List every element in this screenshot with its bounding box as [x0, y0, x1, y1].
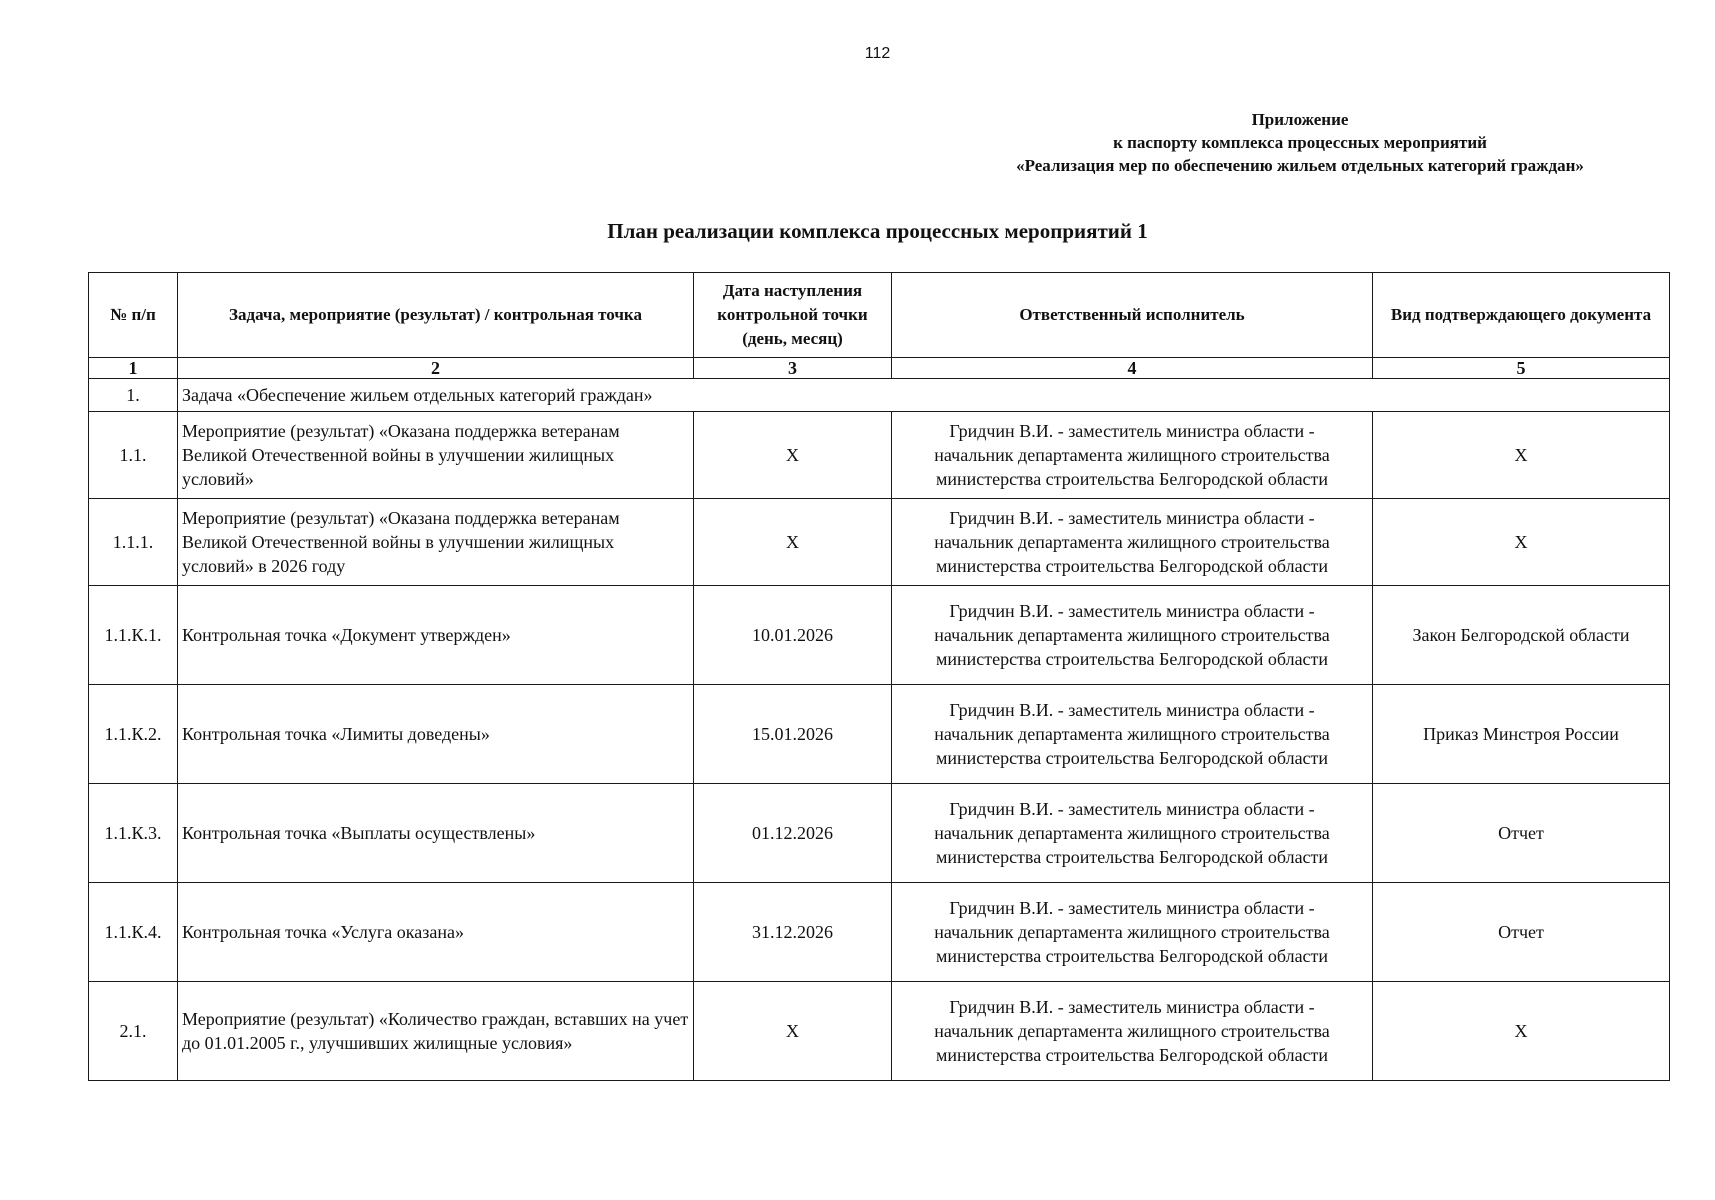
header-number: № п/п — [89, 273, 178, 358]
task-text: Задача «Обеспечение жильем отдельных категорий граждан» — [178, 379, 1670, 412]
row-document: X — [1373, 982, 1670, 1081]
row-responsible — [892, 685, 1373, 784]
row-date: 10.01.2026 — [694, 586, 892, 685]
responsible-line: начальник департамента жилищного строительства — [934, 445, 1330, 465]
row-text: Мероприятие (результат) «Оказана поддержка ветеранам Великой Отечественной войны в улучшении жилищных условий» — [178, 412, 694, 499]
responsible-line: Гридчин В.И. - заместитель министра области - — [949, 421, 1315, 441]
row-number: 1.1.К.2. — [89, 685, 178, 784]
row-responsible — [892, 412, 1373, 499]
row-responsible — [892, 883, 1373, 982]
row-date: X — [694, 982, 892, 1081]
responsible-line: начальник департамента жилищного строительства — [934, 1021, 1330, 1041]
header-task: Задача, мероприятие (результат) / контрольная точка — [178, 273, 694, 358]
responsible-line: Гридчин В.И. - заместитель министра области - — [949, 601, 1315, 621]
row-date: X — [694, 499, 892, 586]
plan-table — [88, 272, 1670, 1081]
row-document: Отчет — [1373, 784, 1670, 883]
responsible-line: Гридчин В.И. - заместитель министра области - — [949, 700, 1315, 720]
row-date: 15.01.2026 — [694, 685, 892, 784]
responsible-line: Гридчин В.И. - заместитель министра области - — [949, 799, 1315, 819]
column-number: 2 — [178, 358, 694, 379]
task-number: 1. — [89, 379, 178, 412]
row-responsible — [892, 586, 1373, 685]
row-date: X — [694, 412, 892, 499]
row-document: Приказ Минстроя России — [1373, 685, 1670, 784]
responsible-line: начальник департамента жилищного строительства — [934, 823, 1330, 843]
responsible-line: начальник департамента жилищного строительства — [934, 625, 1330, 645]
row-document: X — [1373, 412, 1670, 499]
table-row — [89, 586, 1670, 685]
row-number: 1.1.К.3. — [89, 784, 178, 883]
responsible-line: министерства строительства Белгородской области — [935, 748, 1329, 768]
responsible-line: министерства строительства Белгородской области — [935, 946, 1329, 966]
page-number: 112 — [864, 45, 891, 62]
column-number: 5 — [1373, 358, 1670, 379]
row-document: X — [1373, 499, 1670, 586]
row-text: Контрольная точка «Лимиты доведены» — [178, 685, 694, 784]
responsible-line: министерства строительства Белгородской области — [935, 649, 1329, 669]
row-number: 1.1. — [89, 412, 178, 499]
header-responsible: Ответственный исполнитель — [892, 273, 1373, 358]
row-responsible — [892, 499, 1373, 586]
row-text: Мероприятие (результат) «Количество граждан, вставших на учет до 01.01.2005 г., улучшивших жилищные условия» — [178, 982, 694, 1081]
appendix-heading — [940, 108, 1660, 177]
responsible-line: министерства строительства Белгородской области — [935, 556, 1329, 576]
column-number: 3 — [694, 358, 892, 379]
responsible-line: начальник департамента жилищного строительства — [934, 724, 1330, 744]
column-number-row — [89, 358, 1670, 379]
table-row — [89, 499, 1670, 586]
appendix-subtitle: к паспорту комплекса процессных мероприятий — [1113, 133, 1487, 152]
responsible-line: начальник департамента жилищного строительства — [934, 532, 1330, 552]
responsible-line: Гридчин В.И. - заместитель министра области - — [949, 508, 1315, 528]
table-row — [89, 685, 1670, 784]
responsible-line: Гридчин В.И. - заместитель министра области - — [949, 997, 1315, 1017]
row-document: Отчет — [1373, 883, 1670, 982]
column-number: 1 — [89, 358, 178, 379]
row-number: 1.1.1. — [89, 499, 178, 586]
header-date: Дата наступления контрольной точки (день, месяц) — [694, 273, 892, 358]
responsible-line: Гридчин В.И. - заместитель министра области - — [949, 898, 1315, 918]
row-document: Закон Белгородской области — [1373, 586, 1670, 685]
row-text: Мероприятие (результат) «Оказана поддержка ветеранам Великой Отечественной войны в улучшении жилищных условий» в 2026 году — [178, 499, 694, 586]
task-row — [89, 379, 1670, 412]
table-row — [89, 982, 1670, 1081]
column-number: 4 — [892, 358, 1373, 379]
row-text: Контрольная точка «Документ утвержден» — [178, 586, 694, 685]
row-date: 31.12.2026 — [694, 883, 892, 982]
plan-title: План реализации комплекса процессных мероприятий 1 — [607, 219, 1148, 243]
row-text: Контрольная точка «Услуга оказана» — [178, 883, 694, 982]
responsible-line: министерства строительства Белгородской области — [935, 469, 1329, 489]
table-row — [89, 784, 1670, 883]
responsible-line: начальник департамента жилищного строительства — [934, 922, 1330, 942]
header-document-type: Вид подтверждающего документа — [1373, 273, 1670, 358]
table-row — [89, 412, 1670, 499]
row-text: Контрольная точка «Выплаты осуществлены» — [178, 784, 694, 883]
row-responsible — [892, 982, 1373, 1081]
table-row — [89, 883, 1670, 982]
row-number: 1.1.К.4. — [89, 883, 178, 982]
row-number: 1.1.К.1. — [89, 586, 178, 685]
header-row — [89, 273, 1670, 358]
row-responsible — [892, 784, 1373, 883]
responsible-line: министерства строительства Белгородской области — [935, 847, 1329, 867]
appendix-complex-name: «Реализация мер по обеспечению жильем отдельных категорий граждан» — [1016, 156, 1584, 175]
row-date: 01.12.2026 — [694, 784, 892, 883]
appendix-label: Приложение — [1251, 110, 1349, 129]
row-number: 2.1. — [89, 982, 178, 1081]
responsible-line: министерства строительства Белгородской области — [935, 1045, 1329, 1065]
